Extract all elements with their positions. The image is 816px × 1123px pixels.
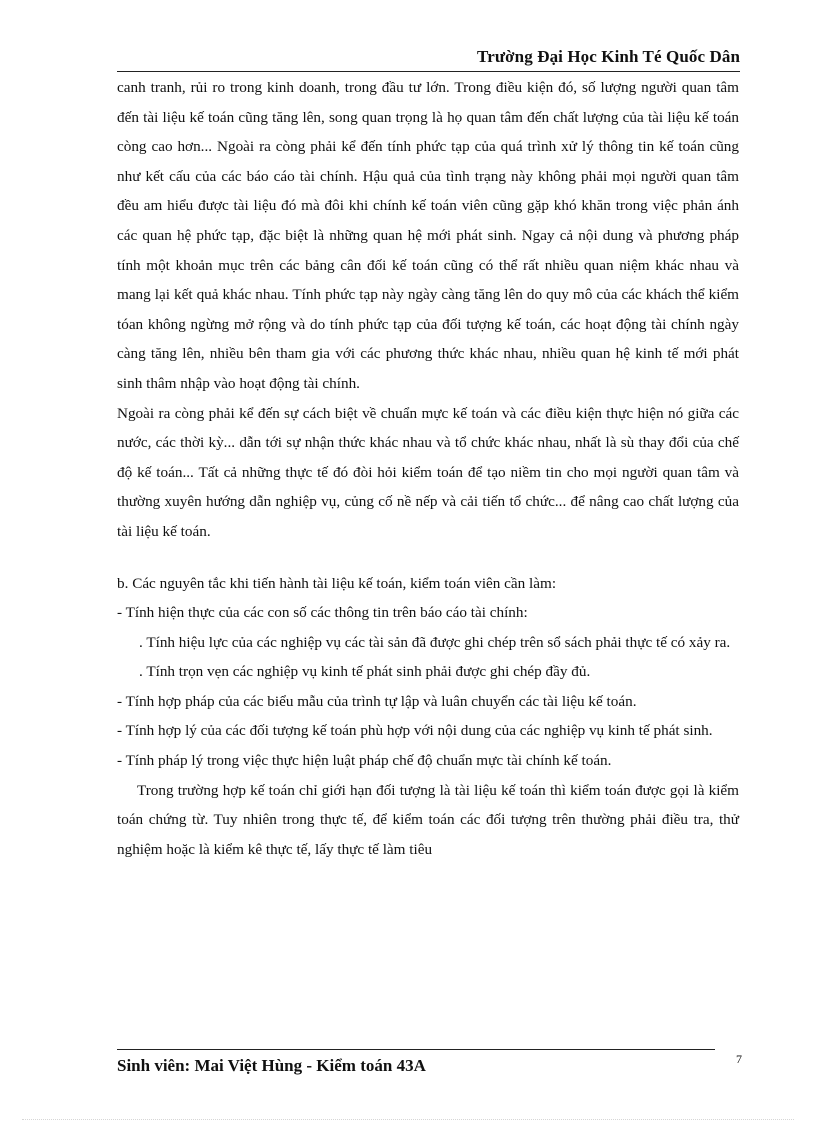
paragraph-3: Trong trường hợp kế toán chỉ giới hạn đối tượng là tài liệu kế toán thì kiểm toán được gọi là kiểm toán chứng từ. Tuy nhiên trong thực tế, để kiểm toán các đối tượng trên thường phải điều tra, thử nghiệm hoặc là kiểm kê thực tế, lấy thực tế làm tiêu — [117, 781, 739, 858]
list-item-4: - Tính pháp lý trong việc thực hiện luật pháp chế độ chuẩn mực tài chính kế toán. — [117, 752, 612, 770]
paragraph-1: canh tranh, rủi ro trong kinh doanh, trong đầu tư lớn. Trong điều kiện đó, số lượng người quan tâm đến tài liệu kế toán cũng tăng lên, song quan trọng là họ quan tâm đến chất lượng của tài liệu kế toán còng cao hơn... Ngoài ra còng phải kể đến tính phức tạp của quá trình xử lý thông tin kế toán cũng như kết cấu của các báo cáo tài chính. Hậu quả của tình trạng này không phải mọi người quan tâm đều am hiểu được tài liệu đó mà đôi khi chính kế toán viên cũng gặp khó khăn trong việc phản ánh các quan hệ phức tạp, đặc biệt là những quan hệ mới phát sinh. Ngay cả nội dung và phương pháp tính một khoản mục trên các bảng cân đối kế toán cũng có thể rất nhiều quan niệm khác nhau và mang lại kết quả khác nhau. Tính phức tạp này ngày càng tăng lên do quy mô của các khách thể kiểm tóan không ngừng mở rộng và do tính phức tạp của đối tượng kế toán, các hoạt động tài chính ngày càng tăng lên, nhiều bên tham gia với các phương thức khác nhau, nhiều quan hệ kinh tế mới phát sinh thâm nhập vào hoạt động tài chính. — [117, 79, 739, 392]
page-body — [117, 73, 739, 864]
page-header: Trường Đại Học Kinh Té Quốc Dân — [477, 47, 740, 66]
sub-item-2: . Tính trọn vẹn các nghiệp vụ kinh tế phát sinh phải được ghi chép đầy đủ. — [139, 663, 591, 681]
paragraph-2: Ngoài ra còng phải kể đến sự cách biệt về chuẩn mực kế toán và các điều kiện thực hiện nó giữa các nước, các thời kỳ... dẫn tới sự nhận thức khác nhau và tổ chức khác nhau, nhất là sù thay đổi của chế độ kế toán... Tất cả những thực tế đó đòi hỏi kiểm toán để tạo niềm tin cho mọi người quan tâm và thường xuyên hướng dẫn nghiệp vụ, củng cố nề nếp và cải tiến tổ chức... để nâng cao chất lượng của tài liệu kế toán. — [117, 404, 739, 540]
list-item-1: - Tính hiện thực của các con số các thông tin trên báo cáo tài chính: — [117, 604, 528, 622]
section-b-heading: b. Các nguyên tắc khi tiến hành tài liệu kế toán, kiểm toán viên cần làm: — [117, 574, 557, 592]
header-divider — [117, 71, 740, 72]
footer-divider — [117, 1049, 715, 1050]
page-bottom-border — [22, 1119, 794, 1120]
list-item-2: - Tính hợp pháp của các biểu mẫu của trình tự lập và luân chuyển các tài liệu kế toán. — [117, 692, 637, 710]
footer-author: Sinh viên: Mai Việt Hùng - Kiểm toán 43A — [117, 1056, 426, 1075]
list-item-3: - Tính hợp lý của các đối tượng kế toán phù hợp với nội dung của các nghiệp vụ kinh tế phát sinh. — [117, 722, 713, 740]
sub-item-1: . Tính hiệu lực của các nghiệp vụ các tài sản đã được ghi chép trên sổ sách phải thực tế có xảy ra. — [139, 633, 731, 651]
page-number: 7 — [736, 1052, 742, 1066]
